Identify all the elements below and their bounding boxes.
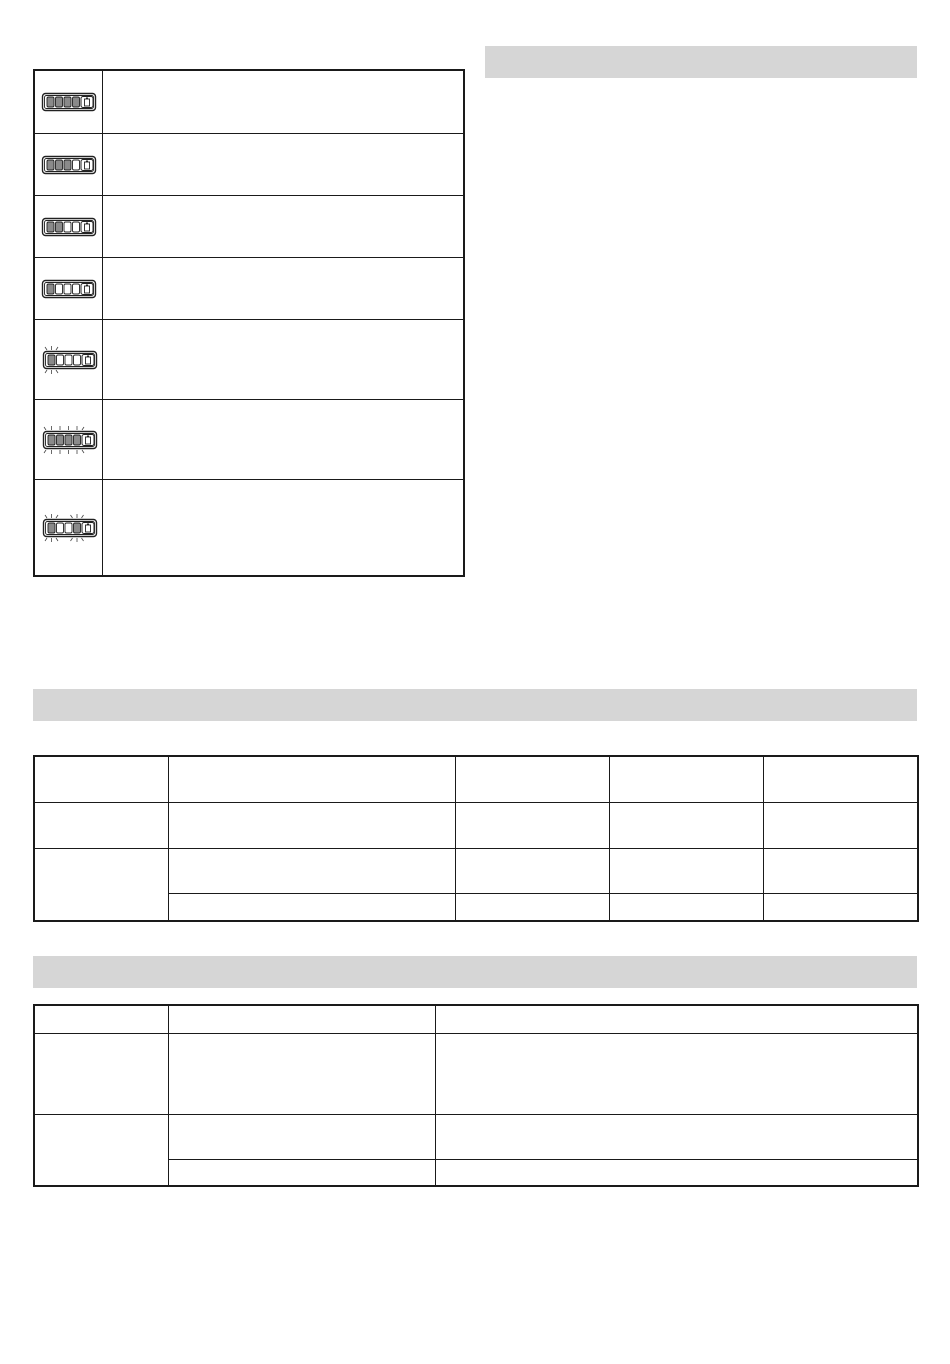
- table-header-cell: [435, 1005, 918, 1033]
- table-cell: [168, 802, 455, 848]
- table-row: [34, 1033, 918, 1114]
- table-cell: [763, 893, 918, 921]
- table-cell: [34, 848, 168, 921]
- battery-row-text: [103, 71, 463, 133]
- table-cell: [168, 1114, 435, 1159]
- table-cell: [455, 802, 609, 848]
- table-cell: [168, 1033, 435, 1114]
- battery-1-bar-icon: [41, 277, 97, 301]
- table-header-cell: [34, 756, 168, 802]
- battery-1-bar-blinking-icon: [41, 345, 99, 375]
- table-cell: [34, 1033, 168, 1114]
- battery-indicator-table: [33, 69, 465, 577]
- battery-row-text: [103, 196, 463, 257]
- table-header-cell: [168, 1005, 435, 1033]
- table-header-cell: [34, 1005, 168, 1033]
- battery-row-text: [103, 258, 463, 319]
- battery-row-3: [35, 195, 463, 257]
- table-cell: [34, 802, 168, 848]
- section-2-table: [33, 755, 919, 922]
- table-cell: [455, 893, 609, 921]
- battery-2-bars-icon: [41, 215, 97, 239]
- section-3-heading: [33, 956, 917, 988]
- table-cell: [609, 893, 763, 921]
- battery-4-bars-icon: [41, 90, 97, 114]
- battery-1-and-4-blinking-icon: [41, 513, 99, 543]
- battery-row-text: [103, 320, 463, 399]
- battery-row-text: [103, 134, 463, 195]
- table-cell: [455, 848, 609, 893]
- table-header-cell: [168, 756, 455, 802]
- table-cell: [609, 848, 763, 893]
- battery-row-text: [103, 400, 463, 479]
- table-row: [34, 1114, 918, 1159]
- battery-row-4: [35, 257, 463, 319]
- table-row: [34, 848, 918, 893]
- battery-4-bars-blinking-icon: [41, 425, 99, 455]
- section-2-title: [33, 689, 917, 703]
- battery-row-1: [35, 71, 463, 133]
- battery-row-text: [103, 480, 463, 575]
- section-2-heading: [33, 689, 917, 721]
- table-cell: [609, 802, 763, 848]
- table-header-cell: [455, 756, 609, 802]
- table-cell: [435, 1159, 918, 1186]
- battery-row-6: [35, 399, 463, 479]
- table-cell: [435, 1033, 918, 1114]
- section-3-title: [33, 956, 917, 970]
- table-cell: [168, 848, 455, 893]
- table-cell: [763, 848, 918, 893]
- table-cell: [34, 1114, 168, 1186]
- table-cell: [435, 1114, 918, 1159]
- battery-row-2: [35, 133, 463, 195]
- table-row: [34, 802, 918, 848]
- table-header-cell: [609, 756, 763, 802]
- right-section-title: [485, 46, 917, 60]
- right-section-heading: [485, 46, 917, 78]
- table-header-row: [34, 756, 918, 802]
- section-3-table: [33, 1004, 919, 1187]
- battery-row-7: [35, 479, 463, 575]
- table-header-cell: [763, 756, 918, 802]
- table-cell: [168, 893, 455, 921]
- battery-row-5: [35, 319, 463, 399]
- table-cell: [763, 802, 918, 848]
- battery-3-bars-icon: [41, 153, 97, 177]
- table-header-row: [34, 1005, 918, 1033]
- table-cell: [168, 1159, 435, 1186]
